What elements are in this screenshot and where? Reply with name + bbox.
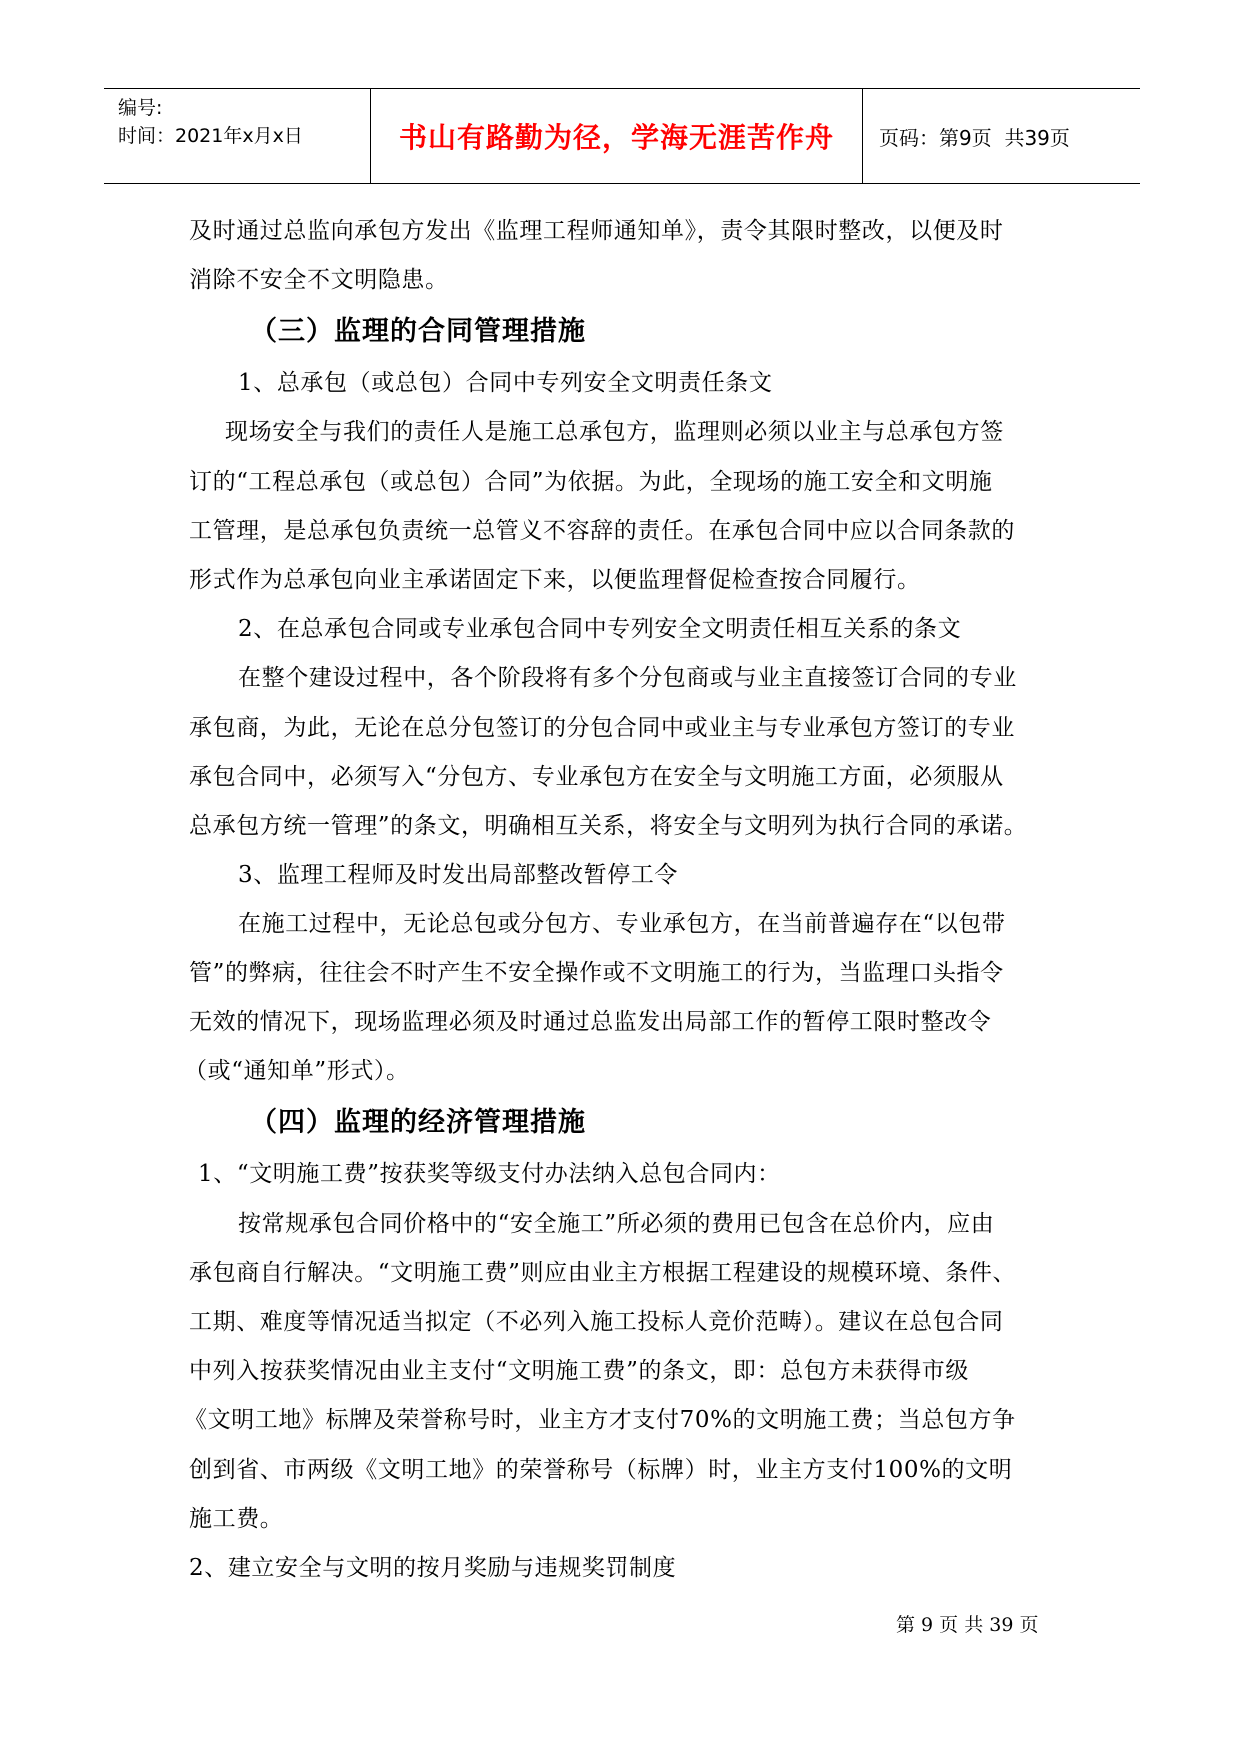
page-header <box>104 88 1140 184</box>
header-motto-cell <box>370 89 863 183</box>
paragraph-line: 无效的情况下，现场监理必须及时通过总监发出局部工作的暂停工限时整改令 <box>189 1009 992 1035</box>
paragraph-line: 承包商自行解决。“文明施工费”则应由业主方根据工程建设的规模环境、条件、 <box>189 1260 1017 1286</box>
subsection-heading: 1、总承包（或总包）合同中专列安全文明责任条文 <box>238 370 773 396</box>
paragraph-line: 管”的弊病，往往会不时产生不安全操作或不文明施工的行为，当监理口头指令 <box>189 960 1004 986</box>
section-heading: （三）监理的合同管理措施 <box>250 316 586 347</box>
paragraph-line: 承包商，为此，无论在总分包签订的分包合同中或业主与专业承包方签订的专业 <box>189 715 1015 741</box>
paragraph-line: 消除不安全不文明隐患。 <box>189 267 449 293</box>
paragraph-line: 总承包方统一管理”的条文，明确相互关系，将安全与文明列为执行合同的承诺。 <box>189 813 1028 839</box>
paragraph-line: 形式作为总承包向业主承诺固定下来，以便监理督促检查按合同履行。 <box>189 567 921 593</box>
header-page-cell <box>861 89 1140 183</box>
header-meta <box>104 89 370 183</box>
paragraph-line: 订的“工程总承包（或总包）合同”为依据。为此，全现场的施工安全和文明施 <box>189 469 993 495</box>
subsection-heading: 2、在总承包合同或专业承包合同中专列安全文明责任相互关系的条文 <box>238 616 962 642</box>
paragraph-line: 中列入按获奖情况由业主支付“文明施工费”的条文，即：总包方未获得市级 <box>189 1358 969 1384</box>
paragraph-line: 《文明工地》标牌及荣誉称号时，业主方才支付70%的文明施工费；当总包方争 <box>184 1407 1016 1433</box>
subsection-heading: 3、监理工程师及时发出局部整改暂停工令 <box>238 862 679 888</box>
subsection-heading: 1、“文明施工费”按获奖等级支付办法纳入总包合同内： <box>198 1161 781 1187</box>
paragraph-line: 工管理，是总承包负责统一总管义不容辞的责任。在承包合同中应以合同条款的 <box>189 518 1015 544</box>
motto: 书山有路勤为径，学海无涯苦作舟 <box>398 121 834 154</box>
paragraph-line: 施工费。 <box>189 1506 284 1532</box>
paragraph-line: 承包合同中，必须写入“分包方、专业承包方在安全与文明施工方面，必须服从 <box>189 764 1004 790</box>
document-number: 编号: <box>118 97 163 119</box>
header-page-number: 页码：第9页 共39页 <box>879 125 1070 150</box>
subsection-heading: 2、建立安全与文明的按月奖励与违规奖罚制度 <box>189 1555 677 1581</box>
page-footer: 第 9 页 共 39 页 <box>896 1614 1039 1636</box>
paragraph-line: 工期、难度等情况适当拟定（不必列入施工投标人竞价范畴）。建议在总包合同 <box>189 1309 1004 1335</box>
paragraph-line: 在整个建设过程中，各个阶段将有多个分包商或与业主直接签订合同的专业 <box>238 665 1017 691</box>
document-time: 时间：2021年x月x日 <box>118 125 303 147</box>
paragraph-line: 创到省、市两级《文明工地》的荣誉称号（标牌）时，业主方支付100%的文明 <box>189 1457 1013 1483</box>
paragraph-line: （或“通知单”形式）。 <box>184 1058 410 1084</box>
paragraph-line: 及时通过总监向承包方发出《监理工程师通知单》，责令其限时整改，以便及时 <box>189 218 1004 244</box>
paragraph-line: 在施工过程中，无论总包或分包方、专业承包方，在当前普遍存在“以包带 <box>238 911 1006 937</box>
paragraph-line: 按常规承包合同价格中的“安全施工”所必须的费用已包含在总价内，应由 <box>238 1211 995 1237</box>
paragraph-line: 现场安全与我们的责任人是施工总承包方，监理则必须以业主与总承包方签 <box>225 419 1004 445</box>
section-heading: （四）监理的经济管理措施 <box>250 1107 586 1138</box>
